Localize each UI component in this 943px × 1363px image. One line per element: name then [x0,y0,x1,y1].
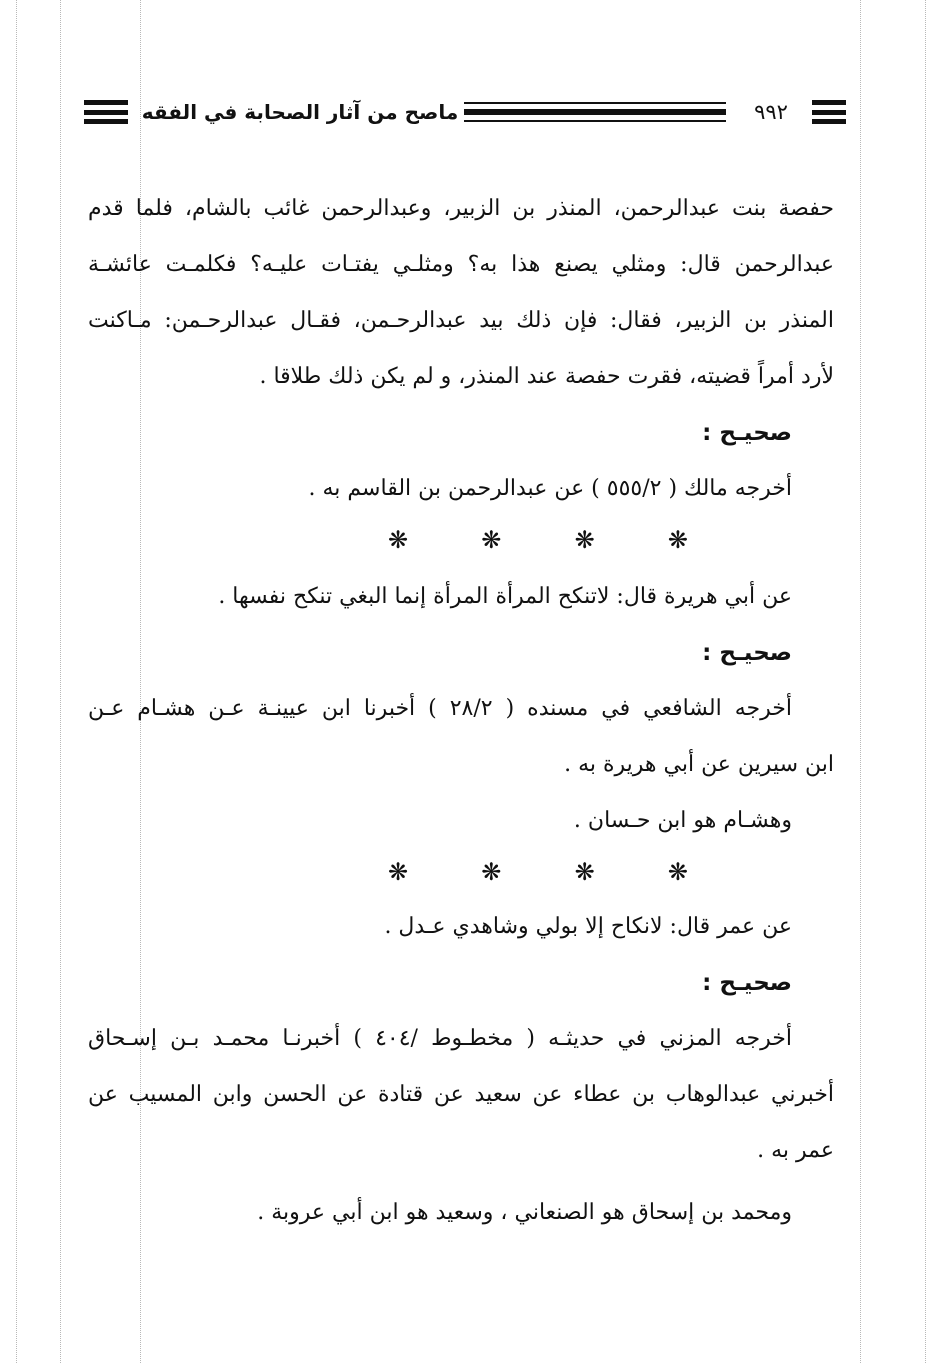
asterism-icon: ❋ [388,858,409,886]
scan-margin-dots [60,0,61,1363]
text-line: لأرد أمراً قضيته، فقرت حفصة عند المنذر، و لم يكن ذلك طلاقا . [259,364,834,389]
text-line: أخرجه الشافعي في مسنده ( ٢٨/٢ ) أخبرنا ابن عيينـة عـن هشـام عـن [88,696,792,721]
running-header [84,92,846,136]
text-line: ومحمد بن إسحاق هو الصنعاني ، وسعيد هو ابن أبي عروبة . [257,1200,792,1225]
scan-margin-dots [860,0,861,1363]
text-line: عمر به . [757,1138,834,1163]
grading-heading: صحيـح : [702,420,792,446]
text-line: عن عمر قال: لانكاح إلا بولي وشاهدي عـدل . [384,914,792,939]
text-line: أخرجه المزني في حديثـه ( مخطـوط /٤٠٤ ) أخبرنـا محمـد بـن إسـحاق [88,1026,792,1051]
header-bars-left [84,100,128,124]
asterism-icon: ❋ [574,526,595,554]
asterism-icon: ❋ [667,526,688,554]
text-line: عبدالرحمن قال: ومثلي يصنع هذا به؟ ومثلـي يفتـات عليـه؟ فكلمـت عائشـة [88,252,834,277]
scan-margin-dots [16,0,17,1363]
text-line: أخبرني عبدالوهاب بن عطاء عن سعيد عن قتادة عن الحسن وابن المسيب عن [88,1082,834,1107]
scan-margin-dots [925,0,926,1363]
section-separator [388,526,688,554]
text-line: حفصة بنت عبدالرحمن، المنذر بن الزبير، وعبدالرحمن غائب بالشام، فلما قدم [88,196,834,221]
text-line: ابن سيرين عن أبي هريرة به . [564,752,834,777]
asterism-icon: ❋ [667,858,688,886]
asterism-icon: ❋ [574,858,595,886]
asterism-icon: ❋ [481,858,502,886]
header-bars-right [812,100,846,124]
text-line: المنذر بن الزبير، فقال: فإن ذلك بيد عبدالرحـمن، فقـال عبدالرحـمن: مـاكنت [88,308,834,333]
text-line: وهشـام هو ابن حـسان . [573,808,792,833]
text-line: أخرجه مالك ( ٥٥٥/٢ ) عن عبدالرحمن بن القاسم به . [308,476,792,501]
header-rule [464,102,726,122]
text-line: عن أبي هريرة قال: لاتنكح المرأة المرأة إنما البغي تنكح نفسها . [218,584,792,609]
asterism-icon: ❋ [481,526,502,554]
section-separator [388,858,688,886]
grading-heading: صحيـح : [702,970,792,996]
grading-heading: صحيـح : [702,640,792,666]
book-title: ماصح من آثار الصحابة في الفقه [141,100,459,124]
page-number: ٩٩٢ [754,100,788,124]
asterism-icon: ❋ [388,526,409,554]
